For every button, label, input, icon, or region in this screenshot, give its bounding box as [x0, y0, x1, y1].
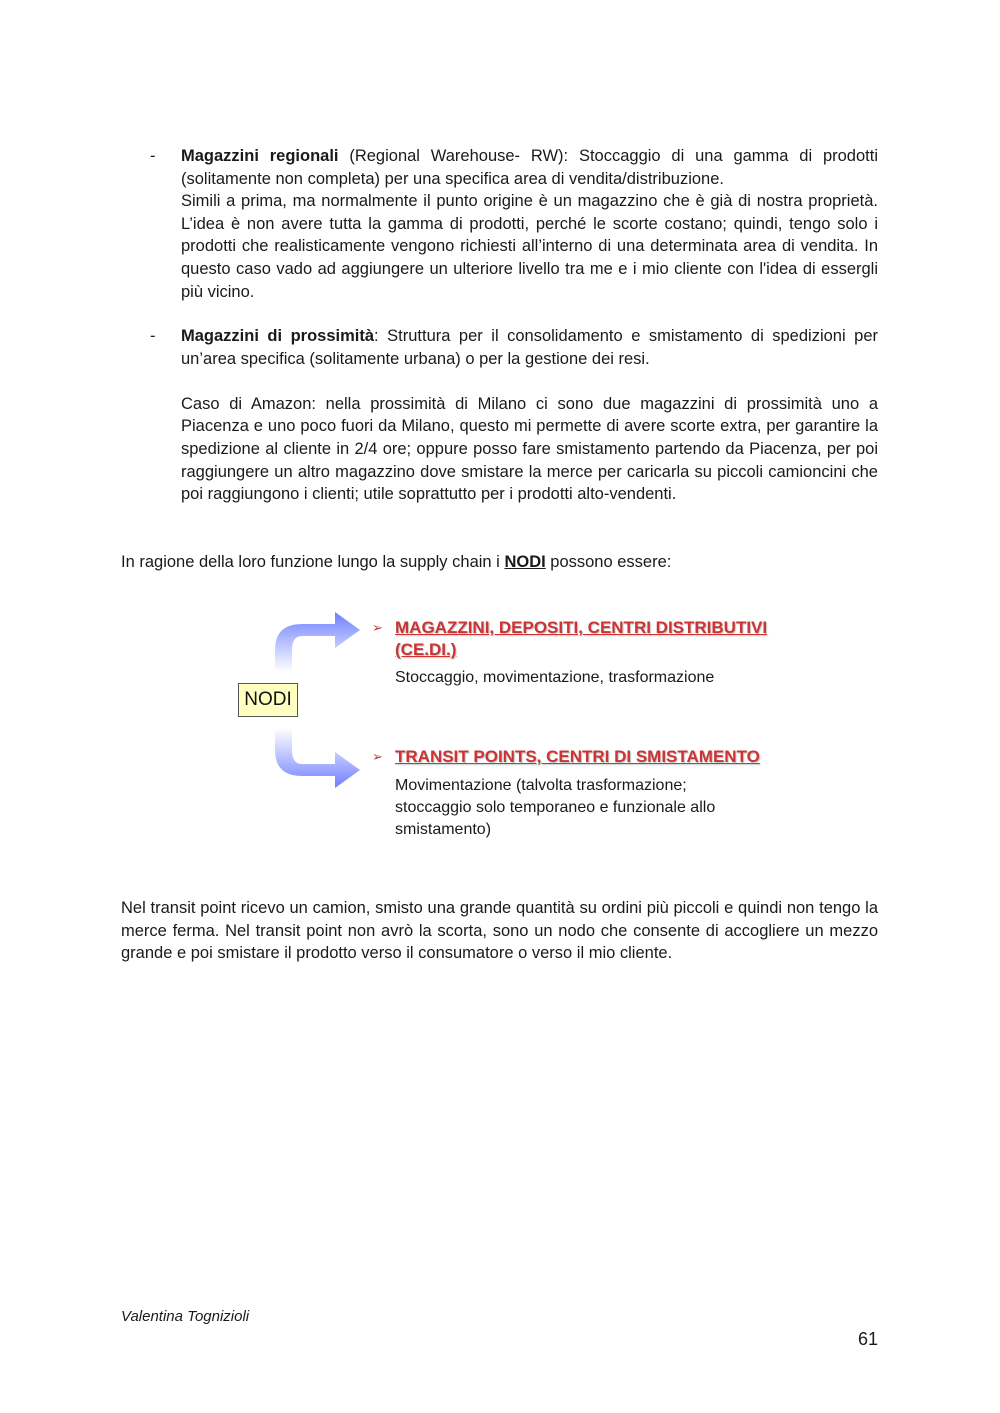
intro-after: possono essere: [545, 553, 672, 571]
nodi-box: NODI [238, 683, 298, 717]
closing-text: Nel transit point ricevo un camion, smisto una grande quantità su ordini più piccoli e quindi non tengo la merce ferma. Nel transit point non avrò la scorta, sono un nodo che consente di accogliere un mezzo grande e poi smistare il prodotto verso il consumatore o verso il mio cliente. [121, 899, 878, 963]
upper-arrow [275, 612, 360, 672]
bullet-explanation: Caso di Amazon: nella prossimità di Milano ci sono due magazzini di prossimità uno a Piacenza e uno poco fuori da Milano, questo mi permette di avere scorte extra, per garantire la spedizione al cliente in 2/4 ore; oppure posso fare smistamento partendo da Piacenza, per poi raggiungere un altro magazzino dove smistare la merce per caricarla su piccoli camioncini che poi raggiungono i clienti; utile soprattutto per i prodotti alto-vendenti. [181, 394, 878, 504]
bullet-paragraph [181, 145, 878, 190]
intro-paragraph [121, 551, 878, 574]
page-number: 61 [857, 1329, 878, 1349]
lower-arrow [275, 728, 360, 788]
bullet-definition: : Struttura per il consolidamento e smistamento di spedizioni per un’area specifica (solitamente urbana) o per la gestione dei resi. [181, 327, 878, 368]
item-description [395, 775, 715, 841]
item-title [395, 617, 767, 661]
bullet-explanation: Simili a prima, ma normalmente il punto origine è un magazzino che è già di nostra proprietà. L’idea è non avere tutta la gamma di prodotti, perché le scorte costano; quindi, tengo solo i prodotti che realisticamente vengono richiesti all’interno di una determinata area di vendita. In questo caso vado ad aggiungere un ulteriore livello tra me e i mio cliente con l'idea di essergli più vicino. [181, 192, 878, 301]
bullet-marker: - [150, 147, 156, 165]
intro-before: In ragione della loro funzione lungo la supply chain i [121, 553, 505, 571]
bullet-term: Magazzini regionali [181, 147, 339, 165]
intro-highlight: NODI [504, 553, 546, 571]
bullet-proximity-warehouses [181, 325, 878, 506]
bullet-paragraph [181, 325, 878, 370]
item-title-line: MAGAZZINI, DEPOSITI, CENTRI DISTRIBUTIVI [395, 618, 768, 637]
chevron-right-icon: ➢ [372, 620, 383, 635]
footer-author: Valentina Tognizioli [121, 1308, 250, 1325]
bullet-term: Magazzini di prossimità [181, 327, 375, 345]
item-description-line: stoccaggio solo temporaneo e funzionale allo [395, 799, 716, 816]
bullet-regional-warehouses [181, 145, 878, 303]
item-title: TRANSIT POINTS, CENTRI DI SMISTAMENTO [395, 747, 760, 766]
closing-paragraph [121, 897, 878, 965]
nodes-diagram [230, 600, 800, 850]
item-description-line: smistamento) [395, 821, 492, 838]
bullet-marker: - [150, 327, 156, 345]
item-description: Stoccaggio, movimentazione, trasformazione [395, 669, 715, 686]
chevron-right-icon: ➢ [372, 749, 383, 764]
item-title-line: (CE.DI.) [395, 640, 457, 659]
bullet-definition: (Regional Warehouse- RW): Stoccaggio di una gamma di prodotti (solitamente non completa) per una specifica area di vendita/distribuzione. [181, 147, 878, 188]
item-description-line: Movimentazione (talvolta trasformazione; [395, 777, 687, 794]
